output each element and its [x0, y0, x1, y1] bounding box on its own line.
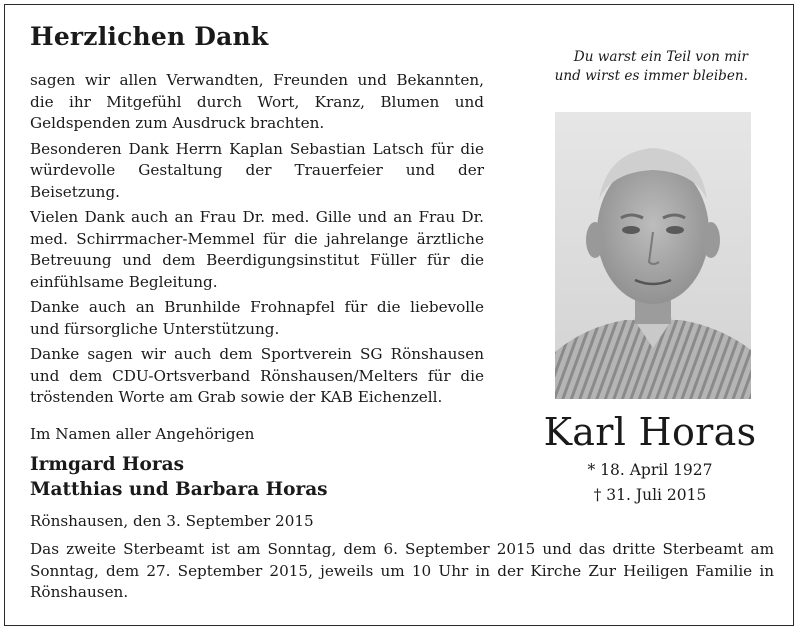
on-behalf-line: Im Namen aller Angehörigen: [30, 425, 255, 443]
quote-line: und wirst es immer bleiben.: [554, 68, 748, 84]
portrait-image: [555, 112, 751, 399]
place-and-date: Rönshausen, den 3. September 2015: [30, 512, 314, 530]
deceased-name: Karl Horas: [543, 410, 757, 454]
thanks-paragraph: Danke auch an Brunhilde Frohnapfel für die liebevolle und fürsorgliche Unterstützung.: [30, 298, 484, 338]
portrait-photo: [555, 112, 751, 399]
memorial-quote: [528, 48, 748, 86]
thanks-paragraph: Besonderen Dank Herrn Kaplan Sebastian Latsch für die würdevolle Gestaltung der Trauerfeier und der Beisetzung.: [30, 139, 484, 201]
signatory-name: Irmgard Horas: [30, 454, 184, 475]
thanks-text: [30, 70, 484, 413]
requiem-note: Das zweite Sterbeamt ist am Sonntag, dem 6. September 2015 und das dritte Sterbeamt am Sonntag, dem 27. September 2015, jeweils um 10 Uhr in der Kirche Zur Heiligen Familie in Rönshausen.: [30, 540, 774, 601]
thanks-paragraph: sagen wir allen Verwandten, Freunden und Bekannten, die ihr Mitgefühl durch Wort, Kranz, Blumen und Geldspenden zum Ausdruck brachten.: [30, 71, 484, 132]
thanks-paragraph: Danke sagen wir auch dem Sportverein SG Rönshausen und dem CDU-Ortsverband Rönshausen/Melters für die tröstenden Worte am Grab sowie der KAB Eichenzell.: [30, 345, 484, 406]
quote-line: Du warst ein Teil von mir: [573, 49, 748, 65]
thanks-paragraph: Vielen Dank auch an Frau Dr. med. Gille und an Frau Dr. med. Schirrmacher-Memmel für die jahrelange ärztliche Betreuung und dem Beerdigungsinstitut Füller für die einfühlsame Begleitung.: [30, 208, 484, 291]
death-date: † 31. Juli 2015: [593, 486, 707, 504]
notice-title: Herzlichen Dank: [30, 22, 269, 51]
birth-date: * 18. April 1927: [587, 461, 713, 479]
life-dates: [520, 458, 780, 508]
signatory-name: Matthias und Barbara Horas: [30, 479, 328, 500]
